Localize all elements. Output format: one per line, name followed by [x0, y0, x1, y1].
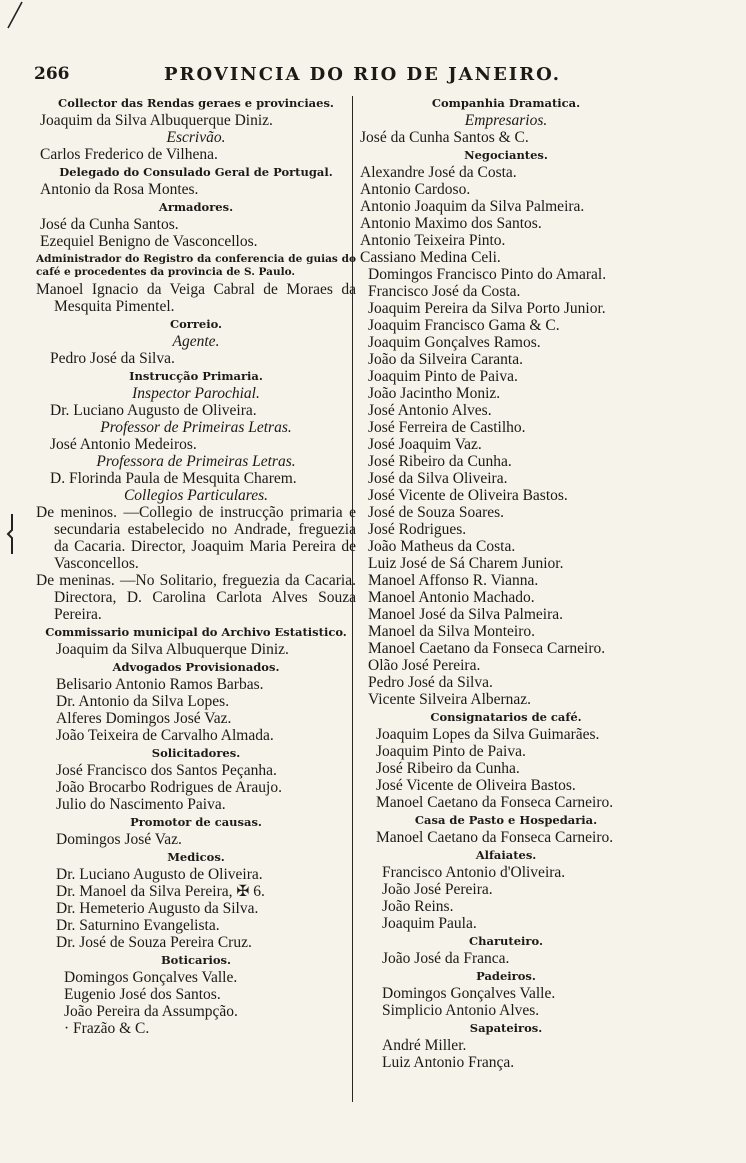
directory-entry: José Antonio Medeiros.: [50, 436, 197, 453]
directory-entry: Antonio da Rosa Montes.: [40, 181, 199, 198]
directory-entry: José Joaquim Vaz.: [368, 436, 482, 453]
directory-entry: Domingos Gonçalves Valle.: [64, 969, 238, 986]
page-number: 266: [34, 64, 70, 84]
directory-entry: Dr. José de Souza Pereira Cruz.: [56, 934, 252, 951]
directory-entry: Dr. Hemeterio Augusto da Silva.: [56, 900, 259, 917]
section-heading: Charuteiro.: [469, 934, 543, 948]
directory-entry: · Frazão & C.: [64, 1020, 150, 1037]
directory-entry: Manoel Ignacio da Veiga Cabral de Moraes da Mesquita Pimentel.: [36, 281, 356, 315]
directory-entry: De meninas. —No Solitario, freguezia da Cacaria. Directora, D. Carolina Carlota Alves Souza Pereira.: [36, 572, 356, 623]
section-heading: Alfaiates.: [475, 848, 537, 862]
role-subheading: Agente.: [172, 333, 220, 350]
directory-entry: Joaquim Paula.: [382, 915, 477, 932]
section-heading: Solicitadores.: [151, 746, 241, 760]
directory-entry: Belisario Antonio Ramos Barbas.: [56, 676, 264, 693]
section-heading: Companhia Dramatica.: [431, 96, 581, 110]
directory-entry: Eugenio José dos Santos.: [64, 986, 221, 1003]
directory-entry: Joaquim Francisco Gama & C.: [368, 317, 560, 334]
directory-entry: João Pereira da Assumpção.: [64, 1003, 238, 1020]
directory-entry: Pedro José da Silva.: [50, 350, 175, 367]
directory-entry: Manoel José da Silva Palmeira.: [368, 606, 563, 623]
role-subheading: Collegios Particulares.: [123, 487, 269, 504]
directory-entry: José Rodrigues.: [368, 521, 467, 538]
directory-entry: João Reins.: [382, 898, 454, 915]
directory-entry: D. Florinda Paula de Mesquita Charem.: [50, 470, 297, 487]
directory-entry: Domingos Gonçalves Valle.: [382, 985, 556, 1002]
section-heading: Promotor de causas.: [130, 815, 262, 829]
section-heading: Sapateiros.: [469, 1021, 543, 1035]
directory-entry: José Vicente de Oliveira Bastos.: [376, 777, 576, 794]
margin-bracket-mark: [6, 514, 16, 554]
directory-entry: Francisco Antonio d'Oliveira.: [382, 864, 566, 881]
directory-entry: Joaquim da Silva Albuquerque Diniz.: [40, 112, 273, 129]
section-heading: Commissario municipal do Archivo Estatistico.: [45, 625, 347, 639]
directory-entry: De meninos. —Collegio de instrucção primaria e secundaria estabelecido no Andrade, freguezia da Cacaria. Director, Joaquim Maria Pereira de Vasconcellos.: [36, 504, 356, 572]
directory-entry: Simplicio Antonio Alves.: [382, 1002, 540, 1019]
directory-entry: Domingos Francisco Pinto do Amaral.: [368, 266, 607, 283]
directory-entry: Luiz José de Sá Charem Junior.: [368, 555, 564, 572]
section-heading: Negociantes.: [464, 148, 548, 162]
directory-entry: José da Cunha Santos & C.: [360, 129, 529, 146]
directory-entry: Domingos José Vaz.: [56, 831, 182, 848]
directory-entry: Dr. Luciano Augusto de Oliveira.: [56, 866, 263, 883]
section-heading: Medicos.: [167, 850, 225, 864]
directory-entry: Antonio Teixeira Pinto.: [360, 232, 506, 249]
directory-entry: Alexandre José da Costa.: [360, 164, 517, 181]
directory-entry: Dr. Antonio da Silva Lopes.: [56, 693, 230, 710]
role-subheading: Inspector Parochial.: [132, 385, 260, 402]
directory-entry: Manoel Caetano da Fonseca Carneiro.: [368, 640, 606, 657]
section-heading: Delegado do Consulado Geral de Portugal.: [59, 165, 333, 179]
role-subheading: Professora de Primeiras Letras.: [96, 453, 296, 470]
section-heading: Instrucção Primaria.: [129, 369, 263, 383]
directory-entry: José de Souza Soares.: [368, 504, 505, 521]
directory-entry: Joaquim Pereira da Silva Porto Junior.: [368, 300, 606, 317]
directory-entry: Manoel Caetano da Fonseca Carneiro.: [376, 794, 614, 811]
section-heading: Casa de Pasto e Hospedaria.: [414, 813, 598, 827]
directory-entry: José da Silva Oliveira.: [368, 470, 508, 487]
section-heading: Correio.: [169, 317, 223, 331]
directory-entry: João Jacintho Moniz.: [368, 385, 501, 402]
role-subheading: Empresarios.: [464, 112, 548, 129]
directory-entry: Joaquim Lopes da Silva Guimarães.: [376, 726, 600, 743]
directory-entry: João José Pereira.: [382, 881, 493, 898]
directory-entry: Carlos Frederico de Vilhena.: [40, 146, 218, 163]
page-header: [34, 64, 714, 88]
section-heading: Padeiros.: [476, 969, 536, 983]
directory-entry: Luiz Antonio França.: [382, 1054, 515, 1071]
section-heading: Advogados Provisionados.: [112, 660, 280, 674]
directory-entry: Antonio Cardoso.: [360, 181, 471, 198]
directory-entry: Olão José Pereira.: [368, 657, 481, 674]
directory-entry: Joaquim Pinto de Paiva.: [368, 368, 518, 385]
directory-entry: Ezequiel Benigno de Vasconcellos.: [40, 233, 258, 250]
directory-entry: Dr. Manoel da Silva Pereira, ✠ 6.: [56, 883, 265, 900]
directory-entry: José Vicente de Oliveira Bastos.: [368, 487, 568, 504]
directory-entry: João Matheus da Costa.: [368, 538, 516, 555]
directory-entry: André Miller.: [382, 1037, 467, 1054]
directory-entry: José Antonio Alves.: [368, 402, 492, 419]
section-heading: Consignatarios de café.: [430, 710, 582, 724]
directory-entry: Joaquim Gonçalves Ramos.: [368, 334, 541, 351]
section-heading: Collector das Rendas geraes e provinciaes.: [58, 96, 334, 110]
directory-entry: Manoel da Silva Monteiro.: [368, 623, 536, 640]
section-heading: Boticarios.: [160, 953, 232, 967]
directory-entry: Alferes Domingos José Vaz.: [56, 710, 232, 727]
directory-entry: João Teixeira de Carvalho Almada.: [56, 727, 274, 744]
left-column: [36, 94, 356, 1037]
directory-entry: Antonio Maximo dos Santos.: [360, 215, 542, 232]
directory-entry: José Francisco dos Santos Peçanha.: [56, 762, 277, 779]
directory-entry: Dr. Luciano Augusto de Oliveira.: [50, 402, 257, 419]
directory-entry: José Ribeiro da Cunha.: [368, 453, 512, 470]
running-title: PROVINCIA DO RIO DE JANEIRO.: [164, 64, 562, 85]
directory-entry: Manoel Caetano da Fonseca Carneiro.: [376, 829, 614, 846]
directory-entry: Antonio Joaquim da Silva Palmeira.: [360, 198, 585, 215]
directory-entry: Julio do Nascimento Paiva.: [56, 796, 226, 813]
directory-entry: Joaquim da Silva Albuquerque Diniz.: [56, 641, 289, 658]
right-column: [356, 94, 656, 1071]
directory-entry: Francisco José da Costa.: [368, 283, 521, 300]
directory-entry: Dr. Saturnino Evangelista.: [56, 917, 220, 934]
pen-stroke-mark: [4, 0, 26, 30]
directory-entry: Manoel Affonso R. Vianna.: [368, 572, 539, 589]
role-subheading: Professor de Primeiras Letras.: [100, 419, 292, 436]
directory-entry: José Ferreira de Castilho.: [368, 419, 526, 436]
directory-entry: Joaquim Pinto de Paiva.: [376, 743, 526, 760]
directory-entry: Pedro José da Silva.: [368, 674, 493, 691]
directory-entry: João da Silveira Caranta.: [368, 351, 523, 368]
directory-entry: José Ribeiro da Cunha.: [376, 760, 520, 777]
directory-entry: Vicente Silveira Albernaz.: [368, 691, 532, 708]
directory-entry: João Brocarbo Rodrigues de Araujo.: [56, 779, 282, 796]
section-heading: Armadores.: [158, 200, 234, 214]
directory-entry: Cassiano Medina Celi.: [360, 249, 501, 266]
role-subheading: Escrivão.: [166, 129, 226, 146]
directory-entry: José da Cunha Santos.: [40, 216, 179, 233]
directory-entry: Manoel Antonio Machado.: [368, 589, 535, 606]
section-heading: Administrador do Registro da conferencia de guias do café e procedentes da provincia de S. Paulo.: [36, 253, 356, 278]
directory-entry: João José da Franca.: [382, 950, 510, 967]
